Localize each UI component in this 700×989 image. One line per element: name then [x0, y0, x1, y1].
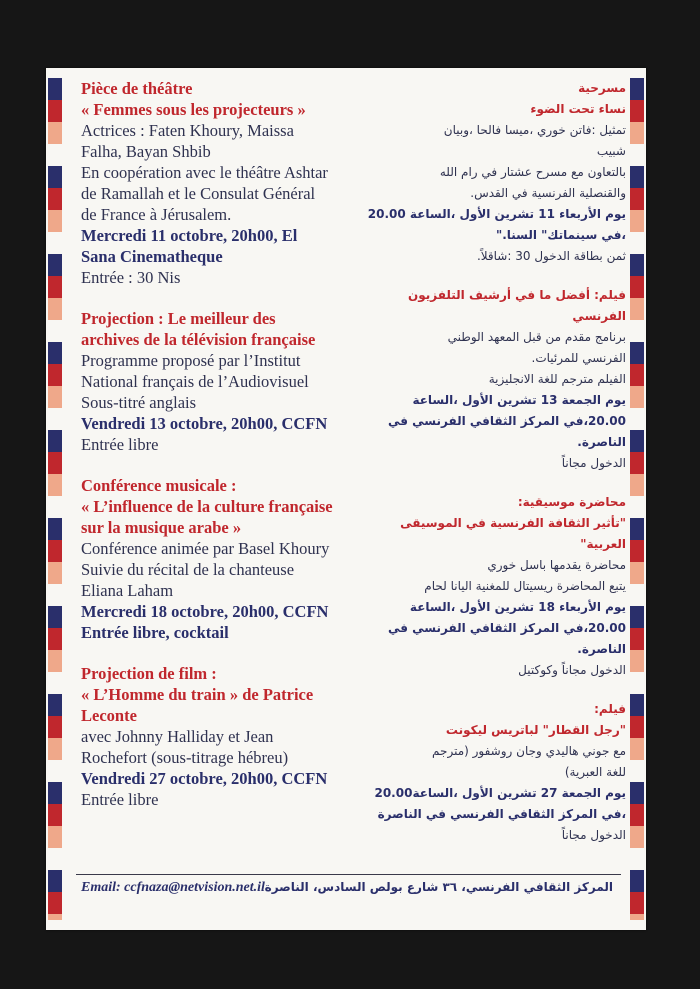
stripe-segment — [48, 452, 62, 474]
event-title-line: Conférence musicale : — [81, 476, 237, 495]
stripe-segment — [48, 408, 62, 430]
stripe-segment — [48, 78, 62, 100]
stripe-segment — [630, 628, 644, 650]
stripe-segment — [630, 870, 644, 892]
flyer-card — [46, 68, 646, 930]
stripe-segment — [630, 364, 644, 386]
event-detail-line: الفرنسي للمرئيات. — [531, 351, 626, 365]
stripe-segment — [630, 474, 644, 496]
stripe-segment — [48, 122, 62, 144]
event-entry-line: ثمن بطاقة الدخول 30 :شاقلاً. — [476, 249, 626, 263]
stripe-segment — [630, 848, 644, 870]
stripe-segment — [630, 100, 644, 122]
stripe-segment — [48, 166, 62, 188]
event-detail-line: بالتعاون مع مسرح عشتار في رام الله — [439, 165, 626, 179]
stripe-segment — [630, 452, 644, 474]
stripe-segment — [630, 518, 644, 540]
event-detail-line: de Ramallah et le Consulat Général — [81, 184, 316, 203]
stripe-segment — [48, 100, 62, 122]
stripe-segment — [630, 650, 644, 672]
stripe-segment — [630, 760, 644, 782]
event-title-line: Leconte — [81, 706, 137, 725]
event-date-line: 20.00،في المركز الثقافي الفرنسي في — [387, 621, 626, 635]
airmail-stripe-right — [630, 78, 644, 920]
stripe-segment — [48, 254, 62, 276]
stripe-segment — [48, 848, 62, 870]
stripe-segment — [48, 540, 62, 562]
stripe-segment — [630, 122, 644, 144]
event-title-line: « Femmes sous les projecteurs » — [81, 100, 306, 119]
event-date-line: ،في سينماتك" السنا." — [495, 228, 626, 242]
event-date-line: Entrée libre, cocktail — [81, 623, 229, 642]
stripe-segment — [48, 584, 62, 606]
event-detail-line: تمثيل :فاتن خوري ،ميسا فالحا ،وبيان — [443, 123, 626, 137]
stripe-segment — [630, 562, 644, 584]
event-detail-line: avec Johnny Halliday et Jean — [81, 727, 274, 746]
event-title-line: العربية" — [580, 537, 626, 551]
stripe-segment — [48, 496, 62, 518]
event-title-line: الفرنسي — [572, 309, 626, 323]
event-title-line: "تأثير الثقافة الفرنسية في الموسيقى — [400, 516, 626, 530]
event-entry-line: Entrée libre — [81, 435, 159, 454]
event-date-line: Mercredi 11 octobre, 20h00, El — [81, 226, 298, 245]
french-column — [81, 78, 351, 830]
event-entry-line: الدخول مجاناً — [561, 828, 626, 842]
stripe-segment — [48, 210, 62, 232]
event-title-line: فيلم: أفضل ما في أرشيف التلفزيون — [408, 288, 626, 302]
event-title-line: Projection : Le meilleur des — [81, 309, 276, 328]
stripe-segment — [630, 144, 644, 166]
event-title-line: sur la musique arabe » — [81, 518, 242, 537]
stripe-segment — [48, 694, 62, 716]
stripe-segment — [630, 584, 644, 606]
stripe-segment — [48, 892, 62, 914]
stripe-segment — [630, 606, 644, 628]
stripe-segment — [630, 694, 644, 716]
event-date-line: Sana Cinematheque — [81, 247, 223, 266]
address: المركز الثقافي الفرنسي، ٣٦ شارع بولص السادس، الناصرة — [264, 880, 613, 894]
event-block-ar — [364, 78, 626, 267]
event-title-line: مسرحية — [578, 81, 626, 95]
stripe-segment — [48, 672, 62, 694]
event-date-line: يوم الأربعاء 18 تشرين الأول ،الساعة — [409, 600, 626, 614]
stripe-segment — [48, 650, 62, 672]
event-detail-line: Conférence animée par Basel Khoury — [81, 539, 330, 558]
event-detail-line: يتبع المحاضرة ريسيتال للمغنية اليانا لحام — [424, 579, 626, 593]
event-date-line: يوم الجمعة 27 تشرين الأول ،الساعة20.00 — [374, 786, 626, 800]
event-title-line: محاضرة موسيقية: — [517, 495, 626, 509]
event-date-line: يوم الأربعاء 11 تشرين الأول ،الساعة 20.00 — [367, 207, 626, 221]
stripe-segment — [630, 892, 644, 914]
event-title-line: archives de la télévision française — [81, 330, 316, 349]
event-entry-line: Entrée : 30 Nis — [81, 268, 181, 287]
event-block-ar — [364, 285, 626, 474]
stripe-segment — [630, 386, 644, 408]
event-title-line: نساء تحت الضوء — [530, 102, 626, 116]
stripe-segment — [48, 826, 62, 848]
stripe-segment — [630, 496, 644, 518]
stripe-segment — [630, 166, 644, 188]
event-detail-line: Falha, Bayan Shbib — [81, 142, 211, 161]
event-detail-line: de France à Jérusalem. — [81, 205, 232, 224]
stripe-segment — [630, 276, 644, 298]
stripe-segment — [630, 188, 644, 210]
event-date-line: الناصرة. — [577, 435, 626, 449]
event-detail-line: برنامج مقدم من قبل المعهد الوطني — [447, 330, 626, 344]
stripe-segment — [630, 210, 644, 232]
arabic-column — [364, 78, 626, 864]
event-title-line: Projection de film : — [81, 664, 217, 683]
event-detail-line: محاضرة يقدمها باسل خوري — [487, 558, 626, 572]
stripe-segment — [630, 342, 644, 364]
event-entry-line: الدخول مجاناً — [561, 456, 626, 470]
event-entry-line: Entrée libre — [81, 790, 159, 809]
stripe-segment — [630, 716, 644, 738]
stripe-segment — [630, 804, 644, 826]
event-detail-line: شبيب — [596, 144, 626, 158]
event-detail-line: Programme proposé par l’Institut — [81, 351, 301, 370]
stripe-segment — [48, 760, 62, 782]
stripe-segment — [630, 430, 644, 452]
event-date-line: Vendredi 13 octobre, 20h00, CCFN — [81, 414, 328, 433]
footer-divider — [76, 874, 621, 875]
event-detail-line: للغة العبرية) — [564, 765, 626, 779]
stripe-segment — [630, 320, 644, 342]
stripe-segment — [48, 474, 62, 496]
event-detail-line: Rochefort (sous-titrage hébreu) — [81, 748, 289, 767]
stripe-segment — [630, 914, 644, 920]
airmail-stripe-left — [48, 78, 62, 920]
email-contact: Email: ccfnaza@netvision.net.il — [81, 880, 265, 895]
stripe-segment — [48, 628, 62, 650]
stripe-segment — [630, 78, 644, 100]
event-block-ar — [364, 699, 626, 846]
event-date-line: Vendredi 27 octobre, 20h00, CCFN — [81, 769, 328, 788]
event-entry-line: الدخول مجاناً وكوكتيل — [518, 663, 626, 677]
event-block-ar — [364, 492, 626, 681]
stripe-segment — [48, 738, 62, 760]
event-title-line: فيلم: — [594, 702, 626, 716]
stripe-segment — [630, 782, 644, 804]
stripe-segment — [630, 826, 644, 848]
stripe-segment — [48, 342, 62, 364]
event-detail-line: مع جوني هاليدي وجان روشفور (مترجم — [432, 744, 626, 758]
stripe-segment — [48, 870, 62, 892]
footer — [76, 878, 621, 900]
stripe-segment — [630, 738, 644, 760]
event-block-fr — [81, 78, 351, 288]
event-detail-line: Eliana Laham — [81, 581, 174, 600]
stripe-segment — [630, 232, 644, 254]
event-date-line: ،في المركز الثقافي الفرنسي في الناصرة — [377, 807, 626, 821]
event-detail-line: والقنصلية الفرنسية في القدس. — [470, 186, 626, 200]
event-title-line: "رجل القطار" لباتريس ليكونت — [445, 723, 626, 737]
stripe-segment — [48, 914, 62, 920]
event-title-line: « L’influence de la culture française — [81, 497, 333, 516]
stripe-segment — [48, 364, 62, 386]
event-title-line: « L’Homme du train » de Patrice — [81, 685, 314, 704]
event-block-fr — [81, 475, 351, 643]
stripe-segment — [630, 408, 644, 430]
event-detail-line: En coopération avec le théâtre Ashtar — [81, 163, 328, 182]
stripe-segment — [48, 804, 62, 826]
event-date-line: 20.00،في المركز الثقافي الفرنسي في — [387, 414, 626, 428]
stripe-segment — [48, 144, 62, 166]
stripe-segment — [48, 386, 62, 408]
event-date-line: يوم الجمعة 13 تشرين الأول ،الساعة — [412, 393, 626, 407]
stripe-segment — [48, 518, 62, 540]
event-detail-line: Actrices : Faten Khoury, Maissa — [81, 121, 294, 140]
stripe-segment — [48, 562, 62, 584]
stripe-segment — [48, 782, 62, 804]
stripe-segment — [48, 716, 62, 738]
event-block-fr — [81, 663, 351, 810]
event-detail-line: National français de l’Audiovisuel — [81, 372, 309, 391]
stripe-segment — [630, 672, 644, 694]
event-detail-line: Suivie du récital de la chanteuse — [81, 560, 295, 579]
event-date-line: Mercredi 18 octobre, 20h00, CCFN — [81, 602, 329, 621]
stripe-segment — [630, 540, 644, 562]
stripe-segment — [48, 430, 62, 452]
stripe-segment — [48, 298, 62, 320]
event-block-fr — [81, 308, 351, 455]
stripe-segment — [630, 298, 644, 320]
stripe-segment — [48, 232, 62, 254]
stripe-segment — [48, 606, 62, 628]
event-detail-line: Sous-titré anglais — [81, 393, 197, 412]
stripe-segment — [48, 320, 62, 342]
event-title-line: Pièce de théâtre — [81, 79, 193, 98]
stripe-segment — [48, 188, 62, 210]
event-date-line: الناصرة. — [577, 642, 626, 656]
stripe-segment — [630, 254, 644, 276]
stripe-segment — [48, 276, 62, 298]
event-detail-line: الفيلم مترجم للغة الانجليزية — [488, 372, 626, 386]
